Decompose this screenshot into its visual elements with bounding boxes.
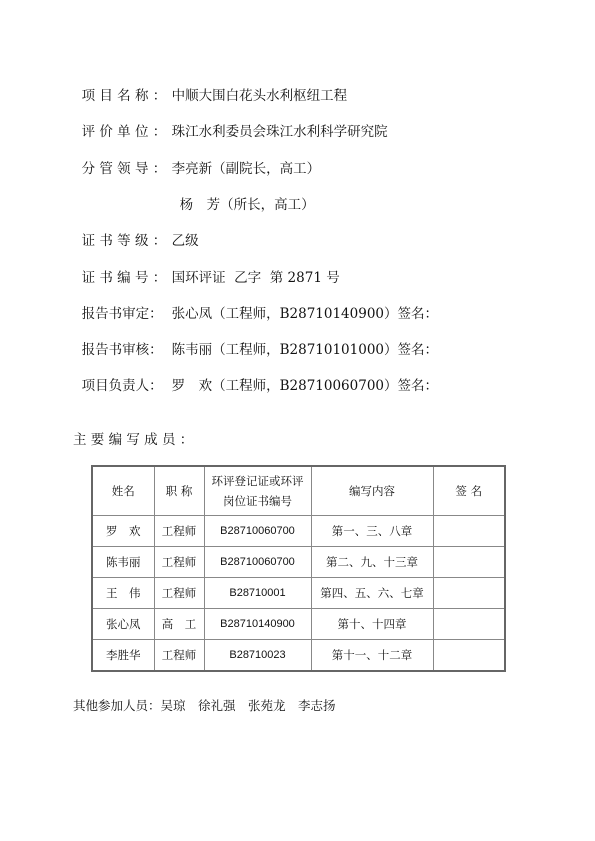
cell-title: 工程师 [154, 578, 204, 609]
field-project-name [73, 72, 347, 104]
field-leader-2 [73, 181, 315, 213]
field-label: 报告书审定： [81, 306, 163, 322]
cell-sign [433, 640, 505, 672]
cell-title: 工程师 [154, 547, 204, 578]
field-report-approver [73, 290, 438, 322]
field-label: 证 书 编 号 ： [81, 270, 167, 286]
cell-name: 罗 欢 [92, 516, 154, 547]
field-value: 李亮新（副院长，高工） [171, 161, 321, 177]
cell-title: 工程师 [154, 640, 204, 672]
table-row [92, 547, 505, 578]
field-label: 评 价 单 位 ： [81, 124, 167, 140]
table-row [92, 640, 505, 672]
header-content: 编写内容 [311, 466, 433, 516]
field-evaluation-unit [73, 108, 388, 140]
members-title: 主 要 编 写 成 员 ： [73, 432, 194, 448]
cell-sign [433, 516, 505, 547]
cell-cert: B28710060700 [204, 547, 311, 578]
field-label: 项目负责人： [81, 378, 163, 394]
field-label: 项 目 名 称 ： [81, 88, 167, 104]
table-row [92, 609, 505, 640]
cell-name: 李胜华 [92, 640, 154, 672]
header-cert-line1: 环评登记证或环评 [211, 474, 304, 488]
cell-content: 第二、九、十三章 [311, 547, 433, 578]
field-value: 中顺大围白花头水利枢纽工程 [171, 88, 348, 104]
field-cert-level [73, 217, 199, 249]
cell-name: 陈韦丽 [92, 547, 154, 578]
cell-sign [433, 578, 505, 609]
header-sign: 签 名 [433, 466, 505, 516]
cell-cert: B28710023 [204, 640, 311, 672]
field-value: 陈韦丽（工程师，B28710101000）签名： [171, 342, 438, 358]
table-row [92, 578, 505, 609]
cell-name: 王 伟 [92, 578, 154, 609]
field-value: 珠江水利委员会珠江水利科学研究院 [171, 124, 388, 140]
field-value: 杨 芳（所长，高工） [179, 197, 315, 213]
cell-cert: B28710060700 [204, 516, 311, 547]
cell-content: 第四、五、六、七章 [311, 578, 433, 609]
field-label: 证 书 等 级 ： [81, 233, 167, 249]
members-table [91, 465, 506, 672]
header-cert [204, 466, 311, 516]
field-cert-number [73, 254, 340, 286]
cell-content: 第一、三、八章 [311, 516, 433, 547]
field-label: 报告书审核： [81, 342, 163, 358]
field-leader [73, 145, 320, 177]
cell-title: 高 工 [154, 609, 204, 640]
field-report-reviewer [73, 326, 438, 358]
table-row [92, 516, 505, 547]
field-value: 国环评证 乙字 第 2871 号 [171, 270, 340, 286]
header-cert-line2: 岗位证书编号 [223, 494, 292, 508]
cell-content: 第十、十四章 [311, 609, 433, 640]
cell-cert: B28710001 [204, 578, 311, 609]
cell-name: 张心凤 [92, 609, 154, 640]
other-participants: 其他参加人员：吴琼 徐礼强 张苑龙 李志扬 [73, 698, 336, 713]
field-value: 张心凤（工程师，B28710140900）签名： [171, 306, 438, 322]
field-value: 乙级 [171, 233, 199, 249]
cell-cert: B28710140900 [204, 609, 311, 640]
field-value: 罗 欢（工程师，B28710060700）签名： [171, 378, 438, 394]
field-project-lead [73, 362, 438, 394]
cell-sign [433, 547, 505, 578]
cell-content: 第十一、十二章 [311, 640, 433, 672]
cell-sign [433, 609, 505, 640]
cell-title: 工程师 [154, 516, 204, 547]
header-name: 姓名 [92, 466, 154, 516]
header-title: 职 称 [154, 466, 204, 516]
table-header-row [92, 466, 505, 516]
field-label: 分 管 领 导 ： [81, 161, 167, 177]
